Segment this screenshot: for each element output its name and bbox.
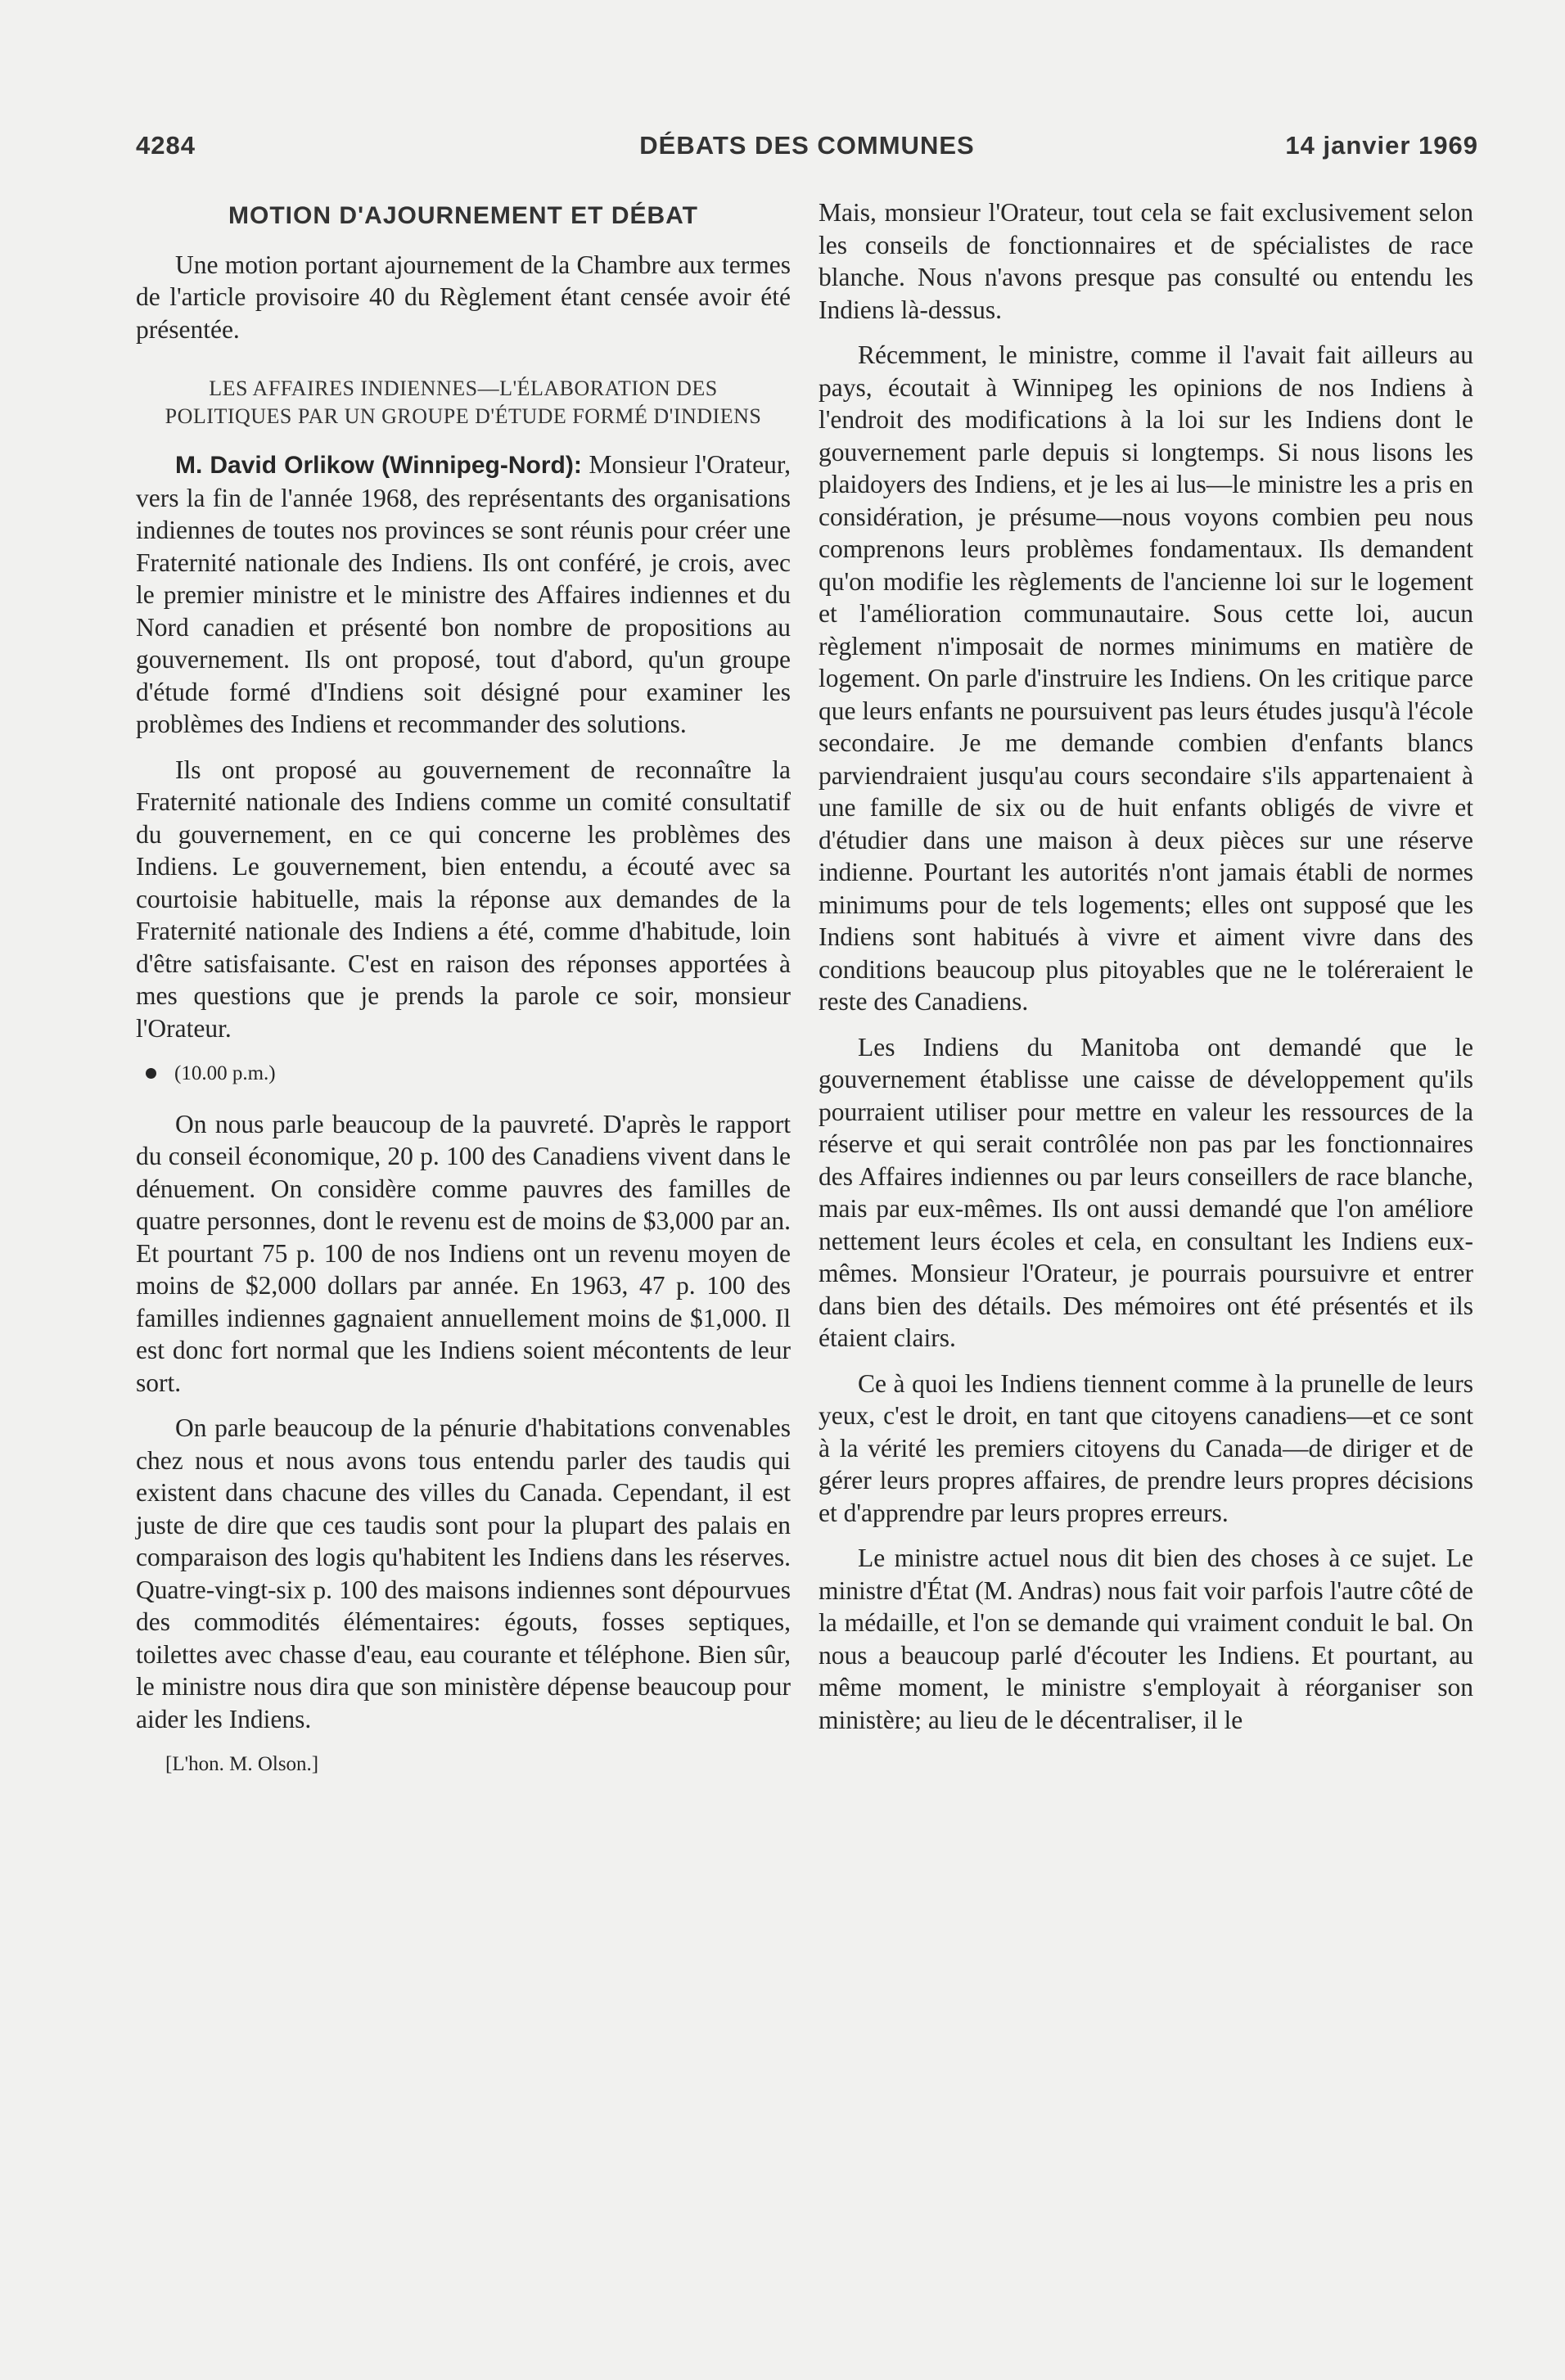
right-column [819,196,1473,1749]
publication-title: DÉBATS DES COMMUNES [639,131,975,160]
speech-paragraph: Récemment, le ministre, comme il l'avait fait ailleurs au pays, écoutait à Winnipeg les opinions de nos Indiens à l'endroit des modifications à la loi sur les Indiens dont le gouvernement parle depuis si longtemps. Si nous lisons les plaidoyers des Indiens, et je les ai lus—le ministre les a pris en considération, je présume—nous voyons combien peu nous comprenons leurs problèmes fondamentaux. Ils demandent qu'on modifie les règlements de l'ancienne loi sur le logement et l'amélioration communautaire. Sous cette loi, aucun règlement n'imposait de normes minimums en matière de logement. On parle d'instruire les Indiens. On les critique parce que leurs enfants ne poursuivent pas leurs études jusqu'à l'école secondaire. Je me demande combien d'enfants blancs parviendraient jusqu'au cours secondaire s'ils appartenaient à une famille de six ou de huit enfants obligés de vivre et d'étudier dans une maison à deux pièces sur une réserve indienne. Pourtant les autorités n'ont jamais établi de normes minimums pour de tels logements; elles ont supposé que les Indiens sont habitués à vivre et aiment vivre dans des conditions beaucoup plus pitoyables que ne le toléreraient le reste des Canadiens. [819,340,1473,1016]
motion-text: Une motion portant ajournement de la Chambre aux termes de l'article provisoire 40 du Règlement étant censée avoir été présentée. [136,250,791,344]
speech-paragraph: Mais, monsieur l'Orateur, tout cela se fait exclusivement selon les conseils de fonctionnaires et de spécialistes de race blanche. Nous n'avons presque pas consulté ou entendu les Indiens là-dessus. [819,198,1473,324]
page-number: 4284 [136,131,196,160]
speaker-name: M. David Orlikow (Winnipeg-Nord): [175,452,582,479]
time-marker [146,1057,791,1090]
speech-paragraph: Ils ont proposé au gouvernement de reconnaître la Fraternité nationale des Indiens comme un comité consultatif du gouvernement, en ce qui concerne les problèmes des Indiens. Le gouvernement, bien entendu, a écouté avec sa courtoisie habituelle, mais la réponse aux demandes de la Fraternité nationale des Indiens a été, comme d'habitude, loin d'être satisfaisante. C'est en raison des réponses apportées à mes questions que je prends la parole ce soir, monsieur l'Orateur. [136,755,791,1043]
speech-paragraph: On nous parle beaucoup de la pauvreté. D'après le rapport du conseil économique, 20 p. 100 des Canadiens vivent dans le dénuement. On considère comme pauvres des familles de quatre personnes, dont le revenu est de moins de $3,000 par an. Et pourtant 75 p. 100 de nos Indiens ont un revenu moyen de moins de $2,000 dollars par année. En 1963, 47 p. 100 des familles indiennes gagnaient annuellement moins de $1,000. Il est donc fort normal que les Indiens soient mécontents de leur sort. [136,1109,791,1397]
section-title: LES AFFAIRES INDIENNES—L'ÉLABORATION DES POLITIQUES PAR UN GROUPE D'ÉTUDE FORMÉ D'INDIENS [165,376,762,428]
time-text: (10.00 p.m.) [174,1062,276,1084]
page-date: 14 janvier 1969 [1285,131,1478,160]
footer-reference: [L'hon. M. Olson.] [165,1753,319,1775]
page-header [136,131,1478,172]
speech-text: Monsieur l'Orateur, vers la fin de l'année 1968, des représentants des organisations indiennes de toutes nos provinces se sont réunis pour créer une Fraternité nationale des Indiens. Ils ont conféré, je crois, avec le premier ministre et le ministre des Affaires indiennes et du Nord canadien et présenté bon nombre de propositions au gouvernement. Ils ont proposé, tout d'abord, qu'un groupe d'étude formé d'Indiens soit désigné pour examiner les problèmes des Indiens et recommander des solutions. [136,450,791,738]
motion-title: MOTION D'AJOURNEMENT ET DÉBAT [228,202,698,229]
speech-paragraph: Le ministre actuel nous dit bien des choses à ce sujet. Le ministre d'État (M. Andras) nous fait voir parfois l'autre côté de la médaille, et l'on se demande qui vraiment conduit le bal. On nous a beaucoup parlé d'écouter les Indiens. Et pourtant, au même moment, le ministre s'employait à réorganiser son ministère; au lieu de le décentraliser, il le [819,1544,1473,1734]
speech-paragraph: Ce à quoi les Indiens tiennent comme à la prunelle de leurs yeux, c'est le droit, en tant que citoyens canadiens—et ce sont à la vérité les premiers citoyens du Canada—de diriger et de gérer leurs propres affaires, de prendre leurs propres décisions et d'apprendre par leurs propres erreurs. [819,1368,1473,1527]
left-column [136,196,791,1781]
bullet-icon [146,1068,156,1079]
speech-paragraph: On parle beaucoup de la pénurie d'habitations convenables chez nous et nous avons tous entendu parler des taudis qui existent dans chacune des villes du Canada. Cependant, il est juste de dire que ces taudis sont pour la plupart des palais en comparaison des logis qu'habitent les Indiens dans les réserves. Quatre-vingt-six p. 100 des maisons indiennes sont dépourvues des commodités élémentaires: égouts, fosses septiques, toilettes avec chasse d'eau, eau courante et téléphone. Bien sûr, le ministre nous dira que son ministère dépense beaucoup pour aider les Indiens. [136,1413,791,1733]
speech-paragraph [136,449,791,741]
speech-paragraph: Les Indiens du Manitoba ont demandé que le gouvernement établisse une caisse de développement qu'ils pourraient utiliser pour mettre en valeur les ressources de la réserve et qui serait contrôlée non pas par les fonctionnaires des Affaires indiennes ou par leurs conseillers de race blanche, mais par eux-mêmes. Ils ont aussi demandé que l'on améliore nettement leurs écoles et cela, en consultant les Indiens eux-mêmes. Monsieur l'Orateur, je pourrais poursuivre et entrer dans bien des détails. Des mémoires ont été présentés et ils étaient clairs. [819,1032,1473,1352]
